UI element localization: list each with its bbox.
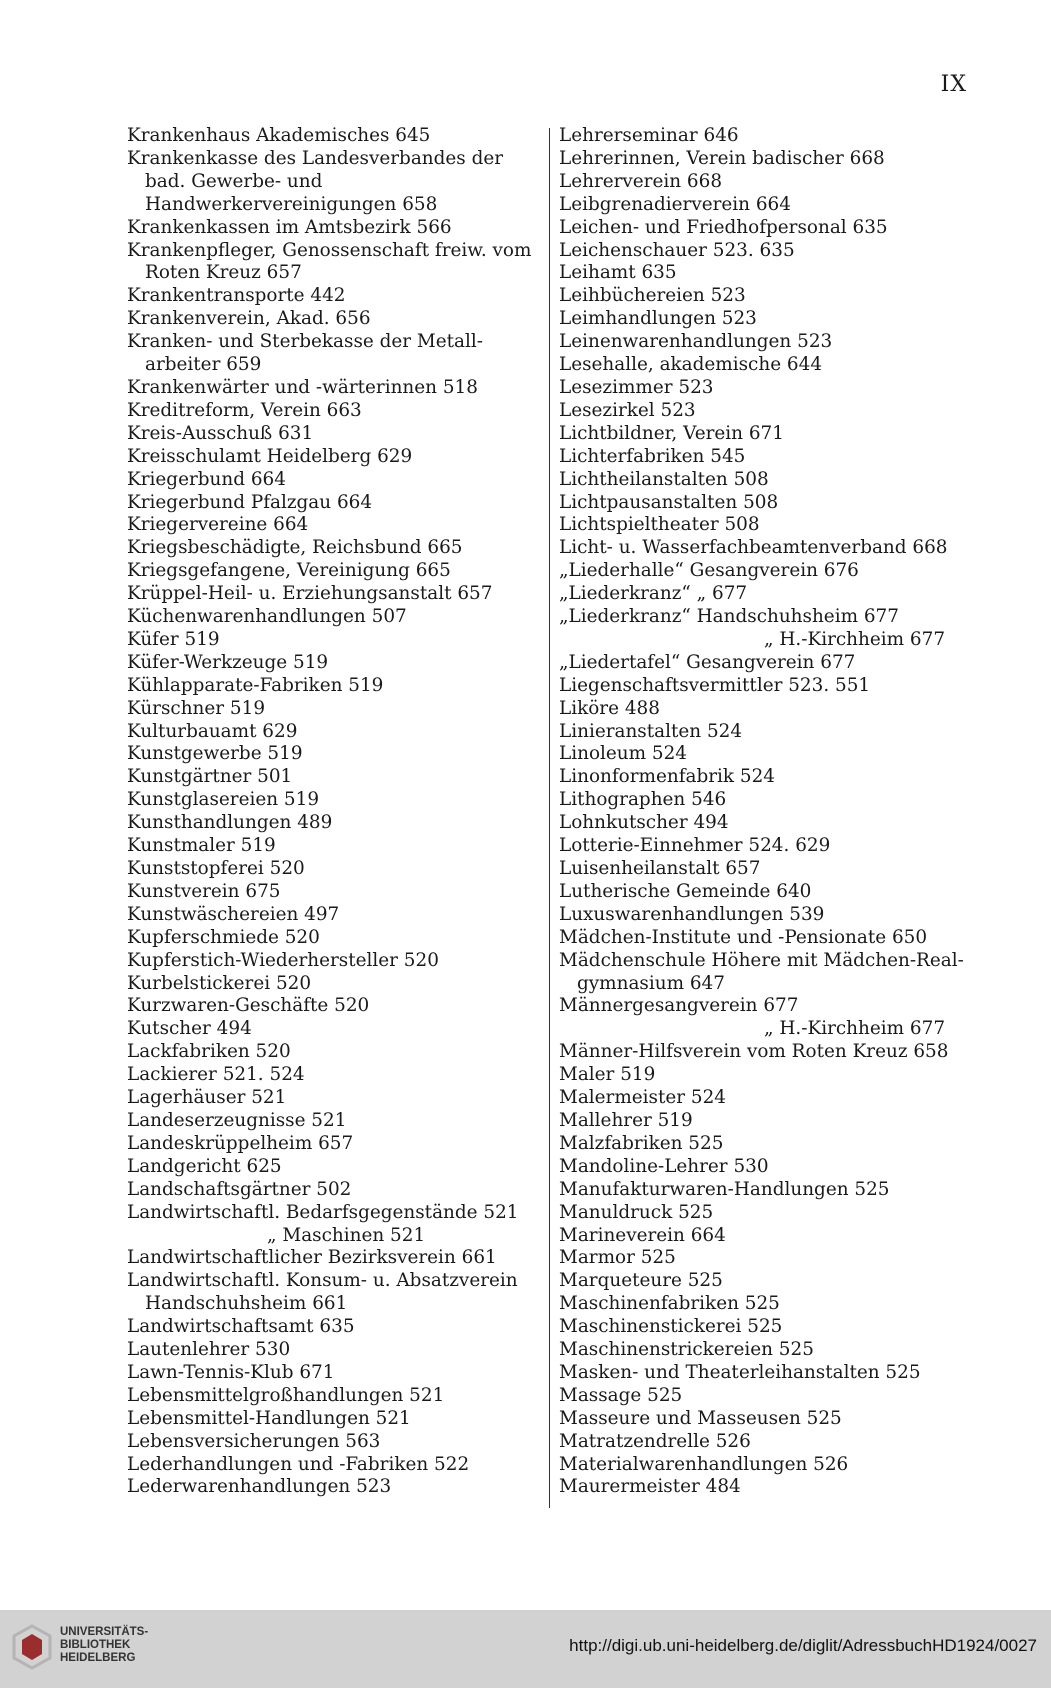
index-entry: Lackierer 521. 524 xyxy=(127,1064,305,1086)
index-entry: Leichenschauer 523. 635 xyxy=(559,239,795,261)
index-entry: „Liedertafel“ Gesangverein 677 xyxy=(559,651,856,673)
index-entry: Kreis-Ausschuß 631 xyxy=(127,422,314,444)
index-entry: Landeskrüppelheim 657 xyxy=(127,1132,354,1154)
index-entry: Lebensmittel-Handlungen 521 xyxy=(127,1407,411,1429)
index-entry: Leinenwarenhandlungen 523 xyxy=(559,331,833,353)
index-entry: Kreisschulamt Heidelberg 629 xyxy=(127,445,413,467)
index-entry: Kriegsgefangene, Vereinigung 665 xyxy=(127,560,451,582)
index-entry: Kriegervereine 664 xyxy=(127,514,309,536)
index-entry: Mädchen-Institute und -Pensionate 650 xyxy=(559,926,928,948)
index-entry: Lawn-Tennis-Klub 671 xyxy=(127,1361,335,1383)
index-entry: Lichterfabriken 545 xyxy=(559,445,746,467)
index-entry: Liköre 488 xyxy=(559,697,660,719)
index-entry: Küfer-Werkzeuge 519 xyxy=(127,651,329,673)
index-entry: Kurbelstickerei 520 xyxy=(127,972,312,994)
index-entry: „Liederkranz“ Handschuhsheim 677 xyxy=(559,606,899,628)
index-entry: „Liederhalle“ Gesangverein 676 xyxy=(559,560,859,582)
index-entry: Lichtpausanstalten 508 xyxy=(559,491,779,513)
column-divider xyxy=(549,128,550,1508)
index-entry: Kunstgewerbe 519 xyxy=(127,743,303,765)
index-entry: Kunstmaler 519 xyxy=(127,835,276,857)
index-entry: Maler 519 xyxy=(559,1064,656,1086)
index-entry: Leihbüchereien 523 xyxy=(559,285,746,307)
index-entry: Maurermeister 484 xyxy=(559,1476,741,1498)
index-entry: Leihamt 635 xyxy=(559,262,677,284)
index-entry: Malermeister 524 xyxy=(559,1087,727,1109)
index-entry: Manuldruck 525 xyxy=(559,1201,714,1223)
index-entry: Krankenverein, Akad. 656 xyxy=(127,308,371,330)
index-entry: Mallehrer 519 xyxy=(559,1109,693,1131)
index-entry: Lesehalle, akademische 644 xyxy=(559,354,823,376)
index-entry: Lebensversicherungen 563 xyxy=(127,1430,381,1452)
index-entry: Krankentransporte 442 xyxy=(127,285,346,307)
index-entry: Krankenhaus Akademisches 645 xyxy=(127,125,431,146)
index-entry: Krüppel-Heil- u. Erziehungsanstalt 657 xyxy=(127,583,493,605)
index-entry: Masseure und Masseusen 525 xyxy=(559,1407,842,1429)
index-entry: Lithographen 546 xyxy=(559,789,727,811)
index-entry: Massage 525 xyxy=(559,1384,683,1406)
index-entry: Landgericht 625 xyxy=(127,1155,282,1177)
index-entry: Kupferschmiede 520 xyxy=(127,926,320,948)
index-entry: Lichtheilanstalten 508 xyxy=(559,468,769,490)
index-entry: Landwirtschaftl. Bedarfsgegenstände 521 xyxy=(127,1201,519,1223)
index-entry: Lackfabriken 520 xyxy=(127,1041,291,1063)
index-entry: Maschinenfabriken 525 xyxy=(559,1293,780,1315)
index-column-left xyxy=(127,125,545,1499)
index-entry: Linieranstalten 524 xyxy=(559,720,743,742)
index-entry: Luisenheilanstalt 657 xyxy=(559,858,761,879)
index-entry: Kunststopferei 520 xyxy=(127,858,305,879)
index-entry: Luxuswarenhandlungen 539 xyxy=(559,903,825,925)
index-entry: Kriegerbund 664 xyxy=(127,468,286,490)
index-entry: Kühlapparate-Fabriken 519 xyxy=(127,674,384,696)
index-entry: Kurzwaren-Geschäfte 520 xyxy=(127,995,370,1017)
index-entry: Kunstverein 675 xyxy=(127,880,281,902)
index-entry: Männergesangverein 677 xyxy=(559,995,799,1017)
index-entry: Krankenwärter und -wärterinnen 518 xyxy=(127,376,478,398)
index-entry: „ Maschinen 521 xyxy=(267,1224,426,1246)
index-entry: Kupferstich-Wiederhersteller 520 xyxy=(127,949,439,971)
index-entry: Landwirtschaftsamt 635 xyxy=(127,1316,355,1338)
index-entry: Kunstgärtner 501 xyxy=(127,766,293,788)
index-entry: Kunstwäschereien 497 xyxy=(127,903,340,925)
index-entry: Lutherische Gemeinde 640 xyxy=(559,880,812,902)
index-entry: Lotterie-Einnehmer 524. 629 xyxy=(559,835,831,857)
index-entry: Kürschner 519 xyxy=(127,697,266,719)
index-entry: Kunstglasereien 519 xyxy=(127,789,320,811)
index-entry: Kranken- und Sterbekasse der Metall-arbeiter 659 xyxy=(127,331,483,376)
index-entry: Landwirtschaftlicher Bezirksverein 661 xyxy=(127,1247,497,1269)
library-seal-icon xyxy=(12,1624,52,1670)
index-entry: Kutscher 494 xyxy=(127,1018,252,1040)
index-entry: Materialwarenhandlungen 526 xyxy=(559,1453,849,1475)
index-entry: Manufakturwaren-Handlungen 525 xyxy=(559,1178,890,1200)
index-entry: Marmor 525 xyxy=(559,1247,676,1269)
index-entry: Lederwarenhandlungen 523 xyxy=(127,1476,392,1498)
index-entry: Kriegerbund Pfalzgau 664 xyxy=(127,491,373,513)
index-entry: „ H.-Kirchheim 677 xyxy=(764,628,946,650)
index-entry: Männer-Hilfsverein vom Roten Kreuz 658 xyxy=(559,1041,949,1063)
index-entry: „ H.-Kirchheim 677 xyxy=(764,1018,946,1040)
index-entry: Leimhandlungen 523 xyxy=(559,308,757,330)
index-entry: Lehrerinnen, Verein badischer 668 xyxy=(559,147,885,169)
index-entry: Küfer 519 xyxy=(127,628,220,650)
index-entry: Kulturbauamt 629 xyxy=(127,720,298,742)
index-entry: Leichen- und Friedhofpersonal 635 xyxy=(559,216,888,238)
index-entry: Lesezirkel 523 xyxy=(559,399,696,421)
index-entry: Liegenschaftsvermittler 523. 551 xyxy=(559,674,871,696)
index-entry: Leibgrenadierverein 664 xyxy=(559,193,791,215)
index-entry: Lagerhäuser 521 xyxy=(127,1087,287,1109)
index-entry: Mandoline-Lehrer 530 xyxy=(559,1155,769,1177)
library-name: UNIVERSITÄTS- BIBLIOTHEK HEIDELBERG xyxy=(60,1626,149,1664)
index-entry: Krankenpfleger, Genossenschaft freiw. vom Roten Kreuz 657 xyxy=(127,239,532,284)
index-entry: Krankenkassen im Amtsbezirk 566 xyxy=(127,216,452,238)
index-entry: Kunsthandlungen 489 xyxy=(127,812,333,834)
index-entry: Kreditreform, Verein 663 xyxy=(127,399,362,421)
index-entry: Kriegsbeschädigte, Reichsbund 665 xyxy=(127,537,463,559)
index-entry: Landschaftsgärtner 502 xyxy=(127,1178,352,1200)
source-url-link[interactable]: http://digi.ub.uni-heidelberg.de/diglit/AdressbuchHD1924/0027 xyxy=(569,1636,1037,1655)
index-entry: Marqueteure 525 xyxy=(559,1270,723,1292)
index-entry: Lichtbildner, Verein 671 xyxy=(559,422,784,444)
index-entry: Mädchenschule Höhere mit Mädchen-Real-gymnasium 647 xyxy=(559,949,964,994)
index-entry: Lehrerseminar 646 xyxy=(559,125,739,146)
index-entry: Lederhandlungen und -Fabriken 522 xyxy=(127,1453,470,1475)
index-entry: Landeserzeugnisse 521 xyxy=(127,1109,347,1131)
index-entry: Lichtspieltheater 508 xyxy=(559,514,760,536)
index-entry: Linoleum 524 xyxy=(559,743,688,765)
index-entry: „Liederkranz“ „ 677 xyxy=(559,583,748,605)
index-entry: Matratzendrelle 526 xyxy=(559,1430,751,1452)
index-entry: Linonformenfabrik 524 xyxy=(559,766,776,788)
index-entry: Krankenkasse des Landesverbandes der bad. Gewerbe- und Handwerkervereinigungen 658 xyxy=(127,147,504,215)
footer-bar xyxy=(0,1610,1051,1688)
index-entry: Landwirtschaftl. Konsum- u. Absatzverein Handschuhsheim 661 xyxy=(127,1270,518,1315)
index-entry: Marineverein 664 xyxy=(559,1224,726,1246)
index-entry: Lautenlehrer 530 xyxy=(127,1339,291,1361)
index-entry: Malzfabriken 525 xyxy=(559,1132,724,1154)
index-entry: Masken- und Theaterleihanstalten 525 xyxy=(559,1361,921,1383)
index-entry: Maschinenstickerei 525 xyxy=(559,1316,783,1338)
page-number: IX xyxy=(940,72,967,97)
index-entry: Lesezimmer 523 xyxy=(559,376,714,398)
index-entry: Küchenwarenhandlungen 507 xyxy=(127,606,407,628)
index-entry: Lebensmittelgroßhandlungen 521 xyxy=(127,1384,445,1406)
index-column-right xyxy=(559,125,979,1499)
index-entry: Maschinenstrickereien 525 xyxy=(559,1339,814,1361)
index-entry: Lehrerverein 668 xyxy=(559,170,723,192)
index-entry: Licht- u. Wasserfachbeamtenverband 668 xyxy=(559,537,948,559)
index-entry: Lohnkutscher 494 xyxy=(559,812,729,834)
